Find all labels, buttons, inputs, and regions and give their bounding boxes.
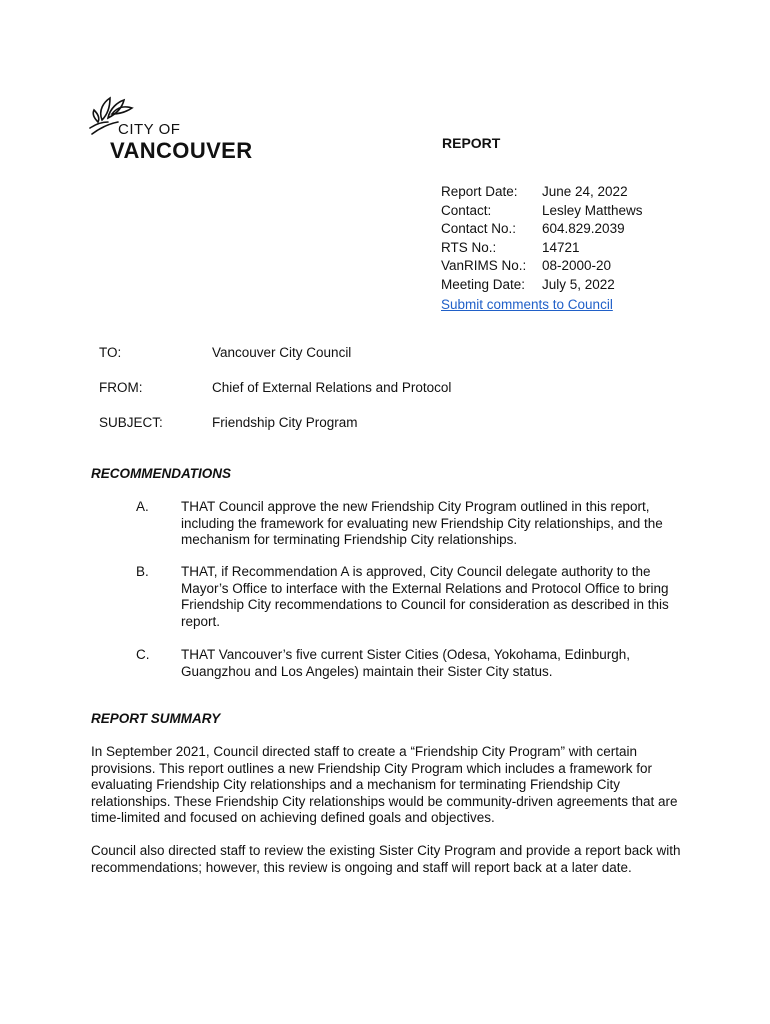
recommendation-letter: C. bbox=[136, 647, 150, 662]
subject-value: Friendship City Program bbox=[212, 415, 358, 430]
summary-paragraph-2: Council also directed staff to review the existing Sister City Program and provide a report back with recommendations; however, this review is ongoing and staff will report back at a later date. bbox=[91, 843, 681, 875]
meta-row-contact bbox=[441, 203, 643, 222]
submit-comments-link[interactable]: Submit comments to Council bbox=[441, 296, 613, 312]
city-of-vancouver-logo bbox=[88, 92, 268, 164]
meta-value: June 24, 2022 bbox=[542, 184, 628, 199]
meta-label: VanRIMS No.: bbox=[441, 258, 527, 274]
report-title: REPORT bbox=[442, 135, 501, 151]
to-label: TO: bbox=[99, 345, 122, 360]
recommendations-heading: RECOMMENDATIONS bbox=[91, 466, 231, 481]
from-value: Chief of External Relations and Protocol bbox=[212, 380, 452, 395]
meta-label: Report Date: bbox=[441, 184, 518, 199]
meta-value: Lesley Matthews bbox=[542, 202, 643, 218]
meta-value: 08-2000-20 bbox=[542, 258, 612, 274]
meta-value: 604.829.2039 bbox=[542, 221, 625, 237]
meta-value: 14721 bbox=[542, 239, 580, 255]
recommendation-letter: B. bbox=[136, 564, 149, 579]
logo-text-city-of: CITY OF bbox=[118, 121, 181, 138]
meta-label: RTS No.: bbox=[441, 239, 497, 255]
meta-label: Contact No.: bbox=[441, 221, 517, 237]
meta-label: Contact: bbox=[441, 202, 492, 218]
meta-label: Meeting Date: bbox=[441, 276, 526, 292]
subject-label: SUBJECT: bbox=[99, 415, 163, 430]
meta-row-vanrims-no bbox=[441, 258, 643, 277]
meta-row-meeting-date bbox=[441, 277, 643, 296]
report-meta bbox=[441, 184, 643, 312]
to-value: Vancouver City Council bbox=[212, 345, 352, 360]
recommendation-text: THAT Council approve the new Friendship City Program outlined in this report, including the framework for evaluating new Friendship City relationships, and the mechanism for terminating Friendship City relationships. bbox=[181, 499, 663, 548]
logo-text-vancouver: VANCOUVER bbox=[110, 138, 253, 163]
meta-row-report-date bbox=[441, 184, 643, 203]
meta-row-rts-no bbox=[441, 240, 643, 259]
meta-row-contact-no bbox=[441, 221, 643, 240]
from-label: FROM: bbox=[99, 380, 143, 395]
recommendation-text: THAT, if Recommendation A is approved, City Council delegate authority to the Mayor’s Office to interface with the External Relations and Protocol Office to bring Friendship City recommendations to Council for consideration as described in this report. bbox=[181, 564, 669, 629]
report-summary-heading: REPORT SUMMARY bbox=[91, 711, 221, 726]
summary-paragraph-1: In September 2021, Council directed staff to create a “Friendship City Program” with certain provisions. This report outlines a new Friendship City Program which includes a framework for evaluating Friendship City relationships and a mechanism for terminating Friendship City relationships. These Friendship City relationships would be community-driven agreements that are time-limited and focused on achieving defined goals and objectives. bbox=[91, 744, 678, 826]
recommendation-letter: A. bbox=[136, 499, 149, 514]
meta-value: July 5, 2022 bbox=[542, 276, 615, 292]
recommendation-text: THAT Vancouver’s five current Sister Cities (Odesa, Yokohama, Edinburgh, Guangzhou and Los Angeles) maintain their Sister City status. bbox=[181, 647, 630, 679]
